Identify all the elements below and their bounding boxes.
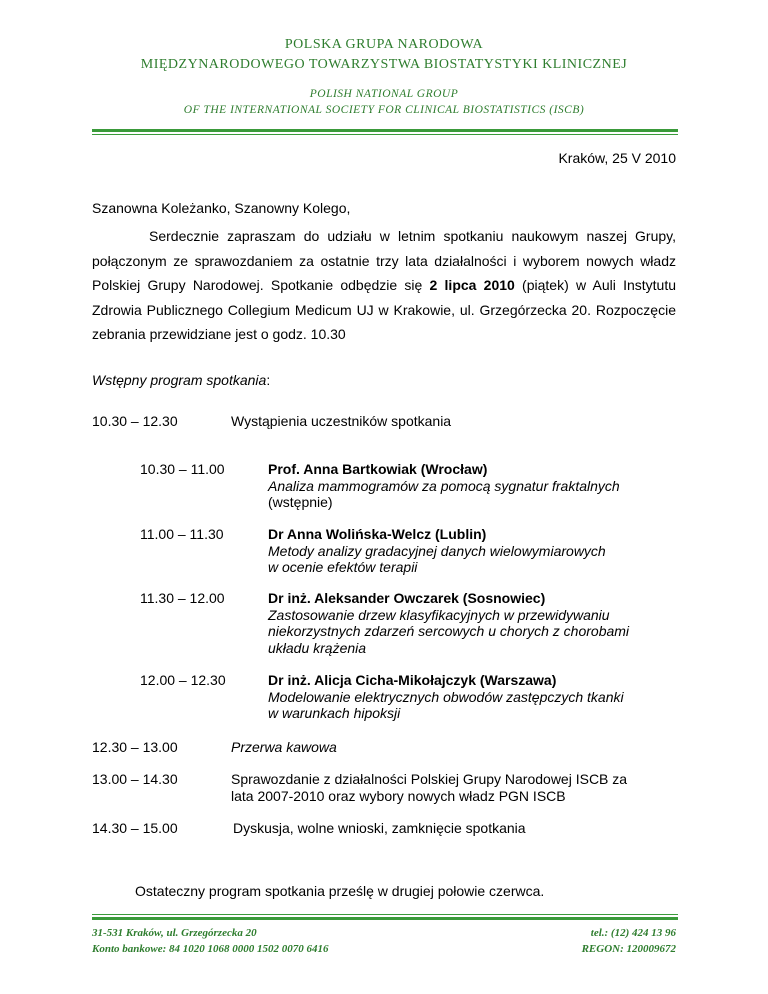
talk1-speaker: Prof. Anna Bartkowiak (Wrocław)	[268, 461, 488, 477]
org-name-pl-line1: POLSKA GRUPA NARODOWA	[284, 37, 484, 52]
talk3-time: 11.30 – 12.00	[140, 590, 225, 606]
footer-regon: REGON: 120009672	[581, 942, 676, 955]
org-name-en-line2: OF THE INTERNATIONAL SOCIETY FOR CLINICAL BIOSTATISTICS (ISCB)	[183, 104, 585, 116]
talk4-speaker: Dr inż. Alicja Cicha-Mikołajczyk (Warszawa)	[268, 672, 557, 688]
footer-address: 31-531 Kraków, ul. Grzegórzecka 20	[92, 927, 257, 939]
header-rule-thick	[92, 129, 678, 132]
block3-details	[231, 771, 627, 804]
block3-time: 13.00 – 14.30	[92, 771, 178, 787]
body-paragraph	[92, 224, 676, 347]
footer-rule-thick	[92, 917, 678, 920]
talk2-title-line1: Metody analizy gradacyjnej danych wielowymiarowych	[268, 542, 606, 559]
salutation: Szanowna Koleżanko, Szanowny Kolego,	[92, 200, 351, 216]
talk2-title-line2: w ocenie efektów terapii	[268, 559, 418, 575]
footer-right	[582, 926, 676, 957]
talk2-time: 11.00 – 11.30	[140, 526, 224, 542]
talk3-title-line3: układu krążenia	[268, 639, 367, 656]
header-rule-thin	[92, 134, 678, 135]
talk3-details	[268, 590, 629, 656]
footer-left	[92, 926, 329, 957]
meeting-date: 2 lipca 2010	[429, 277, 515, 293]
talk1-title-line2: (wstępnie)	[268, 494, 333, 510]
body-text-2: (piątek) w Auli Instytutu Zdrowia Publicznego Collegium Medicum UJ w Krakowie, ul. Grzegórzecka 20. Rozpoczęcie zebrania przewidziane jest o godz. 10.30	[92, 277, 677, 342]
talk4-title-line1: Modelowanie elektrycznych obwodów zastępczych tkanki	[268, 688, 624, 705]
closing-note: Ostateczny program spotkania prześlę w drugiej połowie czerwca.	[135, 883, 545, 899]
talk2-speaker: Dr Anna Wolińska-Welcz (Lublin)	[268, 526, 487, 542]
block3-title-line2: lata 2007-2010 oraz wybory nowych władz PGN ISCB	[231, 787, 566, 804]
talk1-title-line1: Analiza mammogramów za pomocą sygnatur fraktalnych	[268, 477, 620, 494]
body-text-1: Serdecznie zapraszam do udziału w letnim spotkaniu naukowym naszej Grupy, połączonym ze sprawozdaniem za ostatnie trzy lata działalności i wyborem nowych władz Polskiej Grupy Narodowej. Spotkanie odbędzie się	[92, 228, 676, 293]
block4-title: Dyskusja, wolne wnioski, zamknięcie spotkania	[233, 820, 526, 836]
footer-phone: tel.: (12) 424 13 96	[590, 927, 676, 939]
talk3-title-line2: niekorzystnych zdarzeń sercowych u chorych z chorobami	[268, 623, 630, 639]
block3-title-line1: Sprawozdanie z działalności Polskiej Grupy Narodowej ISCB za	[231, 771, 628, 787]
block1-time: 10.30 – 12.30	[92, 413, 178, 429]
block2-time: 12.30 – 13.00	[92, 739, 178, 755]
talk4-time: 12.00 – 12.30	[140, 672, 226, 688]
footer-bank-account: Konto bankowe: 84 1020 1068 0000 1502 0070 6416	[92, 942, 329, 955]
org-name-en-line1: POLISH NATIONAL GROUP	[309, 88, 459, 100]
org-name-pl-line2: MIĘDZYNARODOWEGO TOWARZYSTWA BIOSTATYSTYKI KLINICZNEJ	[140, 57, 628, 72]
place-date: Kraków, 25 V 2010	[558, 150, 676, 166]
block1-title: Wystąpienia uczestników spotkania	[231, 413, 452, 429]
program-title: Wstępny program spotkania:	[92, 372, 271, 388]
block2-title: Przerwa kawowa	[231, 739, 337, 755]
footer-rule-thin	[92, 914, 678, 915]
talk4-title-line2: w warunkach hipoksji	[268, 705, 401, 721]
talk3-speaker: Dr inż. Aleksander Owczarek (Sosnowiec)	[268, 590, 546, 606]
block4-time: 14.30 – 15.00	[92, 820, 178, 836]
talk2-details	[268, 526, 606, 576]
talk4-details	[268, 672, 624, 722]
talk3-title-line1: Zastosowanie drzew klasyfikacyjnych w przewidywaniu	[268, 606, 610, 623]
talk1-time: 10.30 – 11.00	[140, 461, 225, 477]
talk1-details	[268, 461, 620, 511]
